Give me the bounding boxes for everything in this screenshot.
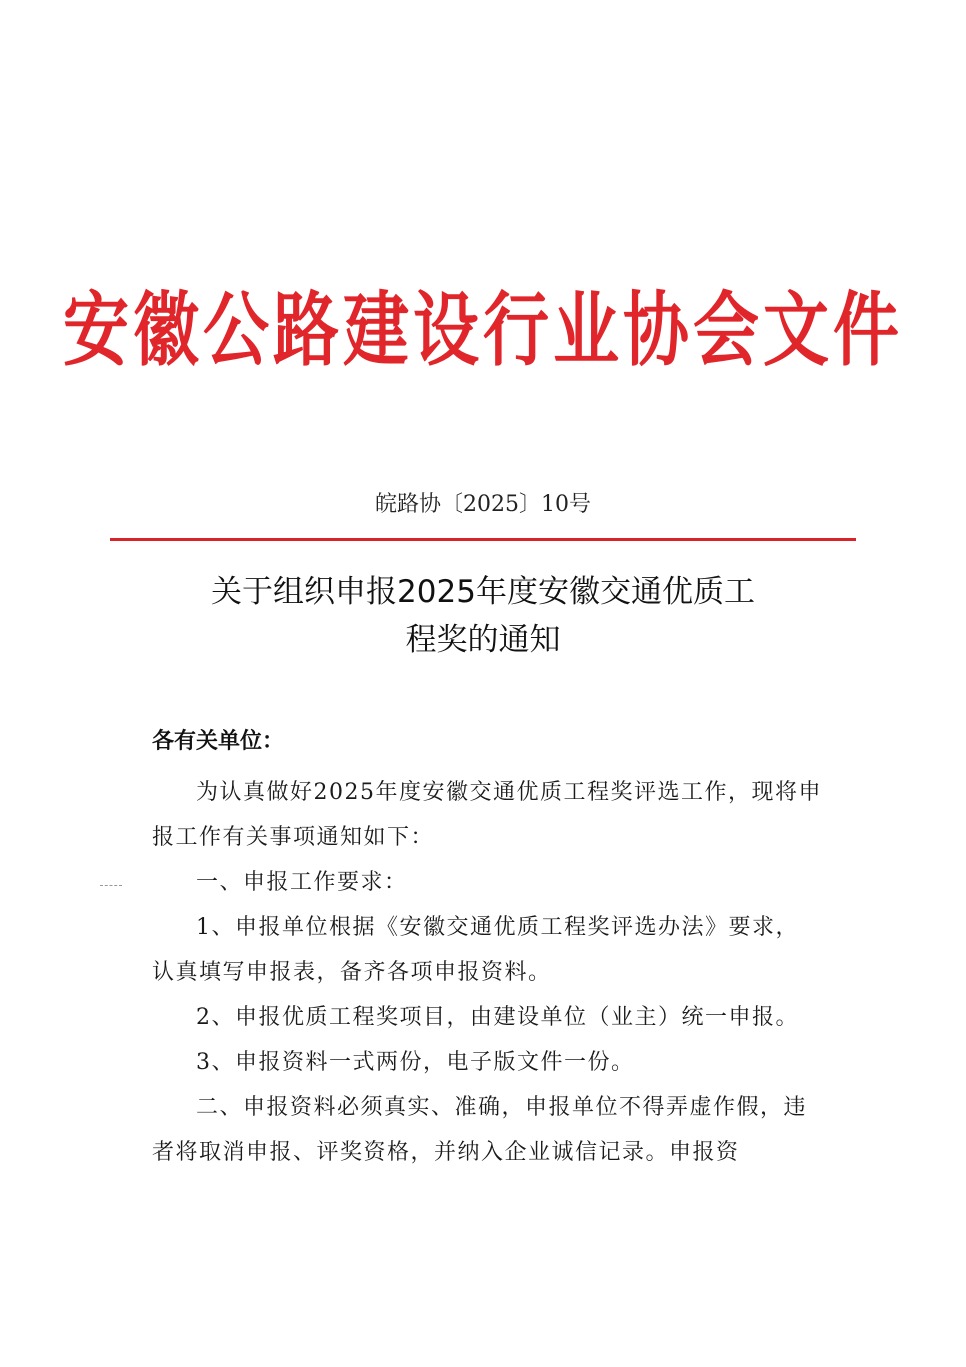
org-header-title: 安徽公路建设行业协会文件: [63, 283, 903, 378]
salutation: 各有关单位：: [152, 729, 285, 754]
notice-title: [0, 568, 966, 664]
document-number: 皖路协〔2025〕10号: [375, 492, 591, 517]
notice-title-line-2: 程奖的通知: [405, 622, 561, 658]
paragraph-intro: 为认真做好2025年度安徽交通优质工程奖评选工作，现将申报工作有关事项通知如下：: [152, 780, 822, 850]
paragraph-section-2: 二、申报资料必须真实、准确，申报单位不得弄虚作假，违者将取消申报、评奖资格，并纳入企业诚信记录。申报资: [152, 1095, 808, 1165]
paragraph-item-1: 1、申报单位根据《安徽交通优质工程奖评选办法》要求，认真填写申报表，备齐各项申报资料。: [152, 915, 799, 985]
paragraph-section-1-heading: 一、申报工作要求：: [196, 870, 408, 895]
red-divider-rule: [110, 538, 856, 541]
body-text: [152, 770, 822, 1175]
scan-mark: [100, 885, 122, 888]
paragraph-item-3: 3、申报资料一式两份，电子版文件一份。: [196, 1050, 635, 1075]
paragraph-item-2: 2、申报优质工程奖项目，由建设单位（业主）统一申报。: [196, 1005, 799, 1030]
notice-title-line-1: 关于组织申报2025年度安徽交通优质工: [211, 574, 755, 610]
